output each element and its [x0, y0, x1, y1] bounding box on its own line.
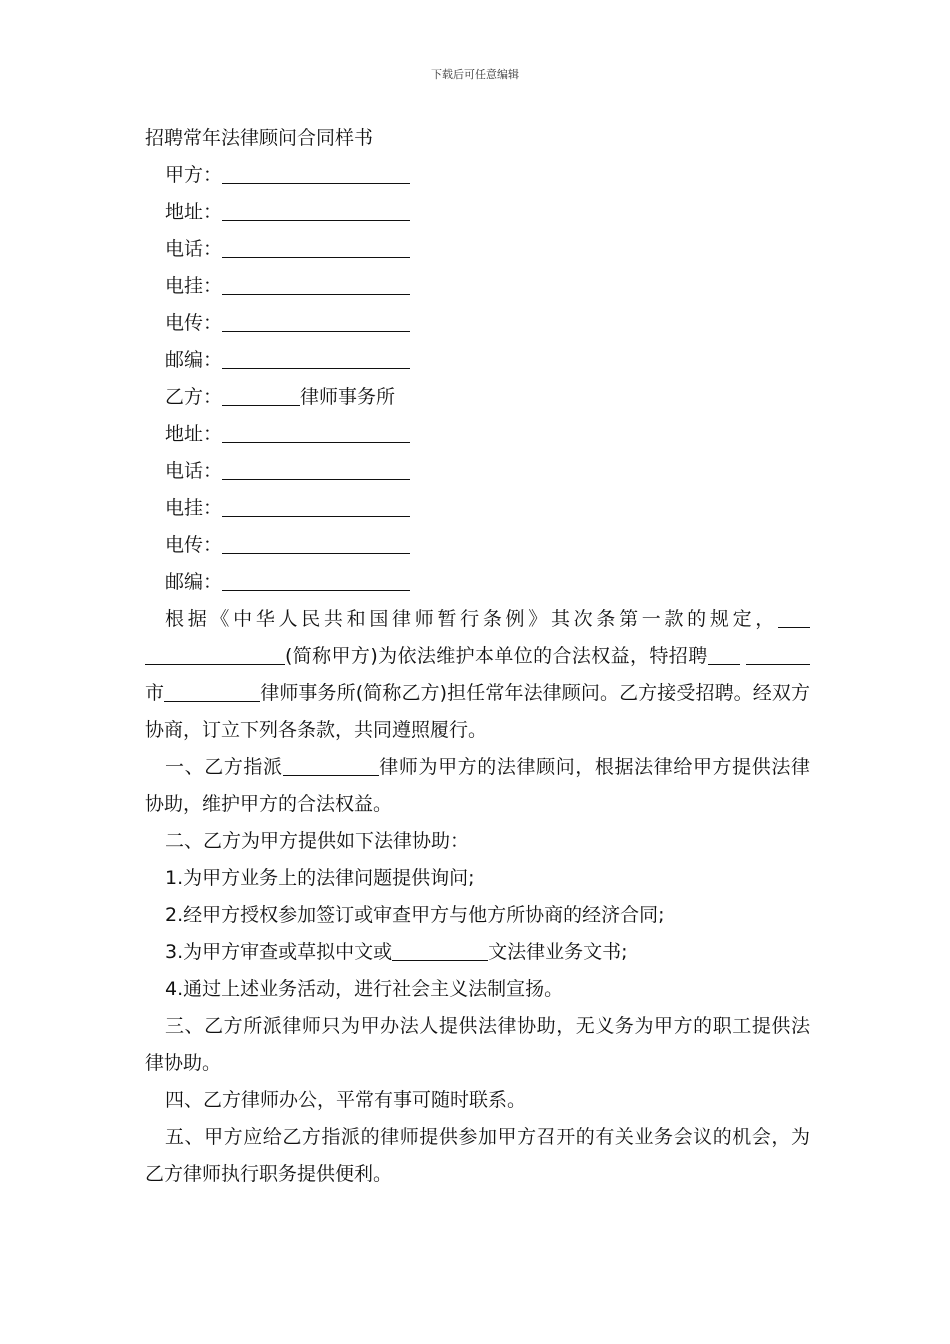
party-b-name-suffix: 律师事务所 — [300, 386, 396, 408]
party-a-postcode-label: 邮编： — [165, 349, 223, 371]
assistance-item-3-text-2: 文法律业务文书; — [488, 941, 628, 963]
party-b-fax-label: 电传： — [165, 534, 223, 556]
clause-1-blank — [283, 755, 379, 776]
party-b-section — [145, 379, 810, 601]
party-a-name-blank — [222, 163, 410, 184]
party-b-fax-blank — [222, 533, 410, 554]
party-b-postcode-label: 邮编： — [165, 571, 223, 593]
party-b-telex-label: 电挂： — [165, 497, 223, 519]
assistance-item-1: 1.为甲方业务上的法律问题提供询问; — [165, 867, 475, 889]
page-header: 下载后可任意编辑 — [431, 68, 519, 81]
clause-4: 四、乙方律师办公，平常有事可随时联系。 — [165, 1089, 527, 1111]
party-b-address-row — [145, 416, 810, 453]
party-b-fax-row — [145, 527, 810, 564]
party-a-section — [145, 157, 810, 379]
assistance-item-3 — [145, 934, 810, 971]
party-a-phone-blank — [222, 237, 410, 258]
clause-1 — [145, 749, 810, 823]
party-b-name-row — [145, 379, 810, 416]
party-a-fax-row — [145, 305, 810, 342]
assistance-item-4: 4.通过上述业务活动，进行社会主义法制宣扬。 — [165, 978, 564, 1000]
party-a-name-row — [145, 157, 810, 194]
clause-3: 三、乙方所派律师只为甲办法人提供法律协助，无义务为甲方的职工提供法律协助。 — [145, 1015, 810, 1074]
party-b-phone-label: 电话： — [165, 460, 223, 482]
preamble-blank-3 — [164, 681, 260, 702]
clause-1-text-1: 一、乙方指派 — [165, 756, 283, 778]
document-title: 招聘常年法律顾问合同样书 — [145, 127, 374, 149]
party-b-postcode-blank — [222, 570, 410, 591]
party-b-name-blank — [222, 385, 300, 406]
assistance-item-2: 2.经甲方授权参加签订或审查甲方与他方所协商的经济合同; — [165, 904, 665, 926]
party-a-phone-label: 电话： — [165, 238, 223, 260]
preamble-blank-2b — [746, 644, 810, 665]
party-b-address-label: 地址： — [165, 423, 223, 445]
party-b-telex-blank — [222, 496, 410, 517]
party-a-phone-row — [145, 231, 810, 268]
preamble-text-1: 根据《中华人民共和国律师暂行条例》其次条第一款的规定， — [165, 608, 778, 630]
party-a-postcode-blank — [222, 348, 410, 369]
party-b-name-label: 乙方： — [165, 386, 223, 408]
party-b-postcode-row — [145, 564, 810, 601]
clause-5: 五、甲方应给乙方指派的律师提供参加甲方召开的有关业务会议的机会，为乙方律师执行职务提供便利。 — [145, 1126, 810, 1185]
party-b-address-blank — [222, 422, 410, 443]
party-a-fax-label: 电传： — [165, 312, 223, 334]
clause-1-text-2: 律师为甲方的法律顾问，根据法律给甲方提供法律协助，维护甲方的合法权益。 — [145, 756, 810, 815]
assistance-item-3-blank — [392, 940, 488, 961]
party-b-phone-blank — [222, 459, 410, 480]
preamble-paragraph — [145, 601, 810, 749]
party-a-fax-blank — [222, 311, 410, 332]
preamble-blank-2a — [708, 644, 740, 665]
contract-document — [145, 120, 810, 1193]
preamble-text-2: (简称甲方)为依法维护本单位的合法权益，特招聘 — [285, 645, 708, 667]
party-a-address-blank — [222, 200, 410, 221]
preamble-text-4: 律师事务所(简称乙方)担任常年法律顾问。乙方接受招聘。经双方协商，订立下列各条款，共同遵照履行。 — [145, 682, 810, 741]
clause-2: 二、乙方为甲方提供如下法律协助： — [165, 830, 470, 852]
party-b-phone-row — [145, 453, 810, 490]
party-b-telex-row — [145, 490, 810, 527]
preamble-blank-1b — [145, 644, 285, 665]
party-a-postcode-row — [145, 342, 810, 379]
assistance-item-3-text-1: 3.为甲方审查或草拟中文或 — [165, 941, 393, 963]
party-a-address-label: 地址： — [165, 201, 223, 223]
preamble-text-3: 市 — [145, 682, 165, 704]
party-a-telex-label: 电挂： — [165, 275, 223, 297]
party-a-name-label: 甲方： — [165, 164, 223, 186]
party-a-telex-blank — [222, 274, 410, 295]
party-a-telex-row — [145, 268, 810, 305]
preamble-blank-1a — [778, 607, 810, 628]
party-a-address-row — [145, 194, 810, 231]
